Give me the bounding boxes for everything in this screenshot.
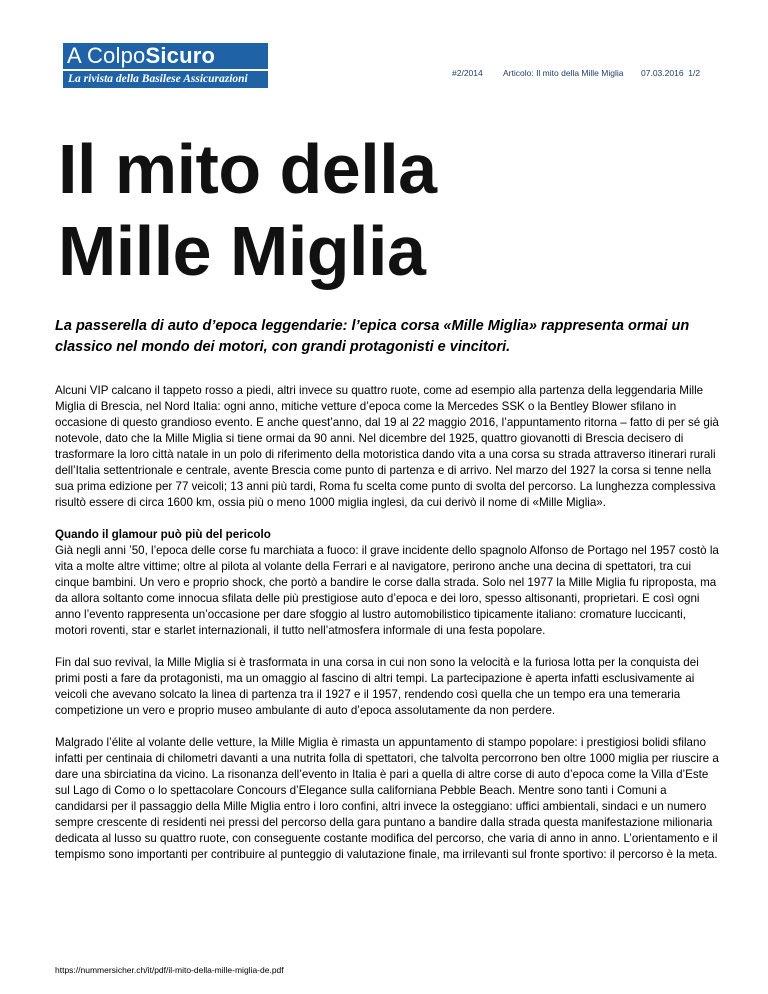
date: 07.03.2016	[641, 68, 684, 78]
paragraph-2-text: Già negli anni ’50, l’epoca delle corse fu marchiata a fuoco: il grave incidente dello spagnolo Alfonso de Portago nel 1957 costò la vita a molte altre vittime; oltre al pilota al volante della Ferrari e al navigatore, perirono anche una decina di spettatori, tra cui cinque bambini. Un vero e proprio shock, che portò a bandire le corse dalla strada. Solo nel 1977 la Mille Miglia fu riproposta, ma da allora soltanto come innocua sfilata delle più prestigiose auto d’epoca e dei loro, spesso altisonanti, proprietari. E così ogni anno l’evento rappresenta un’occasione per dare sfoggio al lustro automobilistico tipicamente italiano: cromature luccicanti, motori roventi, star e starlet internazionali, il tutto nell’atmosfera informale di una festa popolare.	[55, 544, 719, 637]
paragraph-2	[55, 527, 720, 639]
paragraph-3: Fin dal suo revival, la Mille Miglia si è trasformata in una corsa in cui non sono la velocità e la furiosa lotta per la conquista dei primi posti a fare da protagonisti, ma un omaggio al fascino di altri tempi. La partecipazione è aperta infatti esclusivamente ai veicoli che avevano solcato la linea di partenza tra il 1927 e il 1957, rendendo così quella che un tempo era una temeraria competizione un vero e proprio museo ambulante di auto d’epoca assolutamente da non perdere.	[55, 656, 699, 717]
page-title	[58, 128, 437, 292]
paragraph-4: Malgrado l’élite al volante delle vetture, la Mille Miglia è rimasta un appuntamento di stampo popolare: i prestigiosi bolidi sfilano infatti per centinaia di chilometri davanti a una nutrita folla di spettatori, che talvolta percorrono ben oltre 1000 miglia per riuscire a dare una sbirciatina da vicino. La risonanza dell’evento in Italia è pari a quella di altre corse di auto d’epoca come la Villa d’Este sul Lago di Como o lo spettacolare Concours d’Elegance sulla californiana Pebble Beach. Mentre sono tanti i Comuni a candidarsi per il passaggio della Mille Miglia entro i loro confini, altri invece la osteggiano: uffici ambientali, sindaci e un numero sempre crescente di residenti nei pressi del percorso della gara puntano a bandire dalla strada questa manifestazione milionaria dedicata al lusso su quattro ruote, con conseguente costante modifica del percorso, che varia di anno in anno. L’orientamento e il tempismo sono importanti per contribuire al punteggio di valutazione finale, ma irrilevanti sul fronte sportivo: il percorso è la meta.	[55, 736, 719, 861]
paragraph-1: Alcuni VIP calcano il tappeto rosso a piedi, altri invece su quattro ruote, come ad esempio alla partenza della leggendaria Mille Miglia di Brescia, nel Nord Italia: ogni anno, mitiche vetture d’epoca come la Mercedes SSK o la Bentley Blower sfilano in occasione di questo grandioso evento. E anche quest’anno, dal 19 al 22 maggio 2016, l’appuntamento ritorna – fatto di per sé già notevole, dato che la Mille Miglia si tiene ormai da 90 anni. Nel dicembre del 1925, quattro giovanotti di Brescia decisero di trasformare la loro città natale in un polo di riferimento della motoristica dando vita a una corsa su strada attraverso itinerari rurali dell’Italia settentrionale e centrale, avente Brescia come punto di partenza e di arrivo. Nel marzo del 1927 la corsa si tenne nella sua prima edizione per 77 veicoli; 13 anni più tardi, Roma fu scelta come punto di svolta del percorso. La lunghezza complessiva risultò essere di circa 1600 km, ossia più o meno 1000 miglia inglesi, da cui derivò il nome di «Mille Miglia».	[55, 384, 719, 509]
article-label: Articolo: Il mito della Mille Miglia	[503, 68, 624, 78]
page-number: 1/2	[688, 68, 701, 78]
article-body	[55, 383, 720, 879]
logo-name-part2: Sicuro	[145, 43, 216, 68]
issue-number: #2/2014	[452, 68, 483, 78]
section-subheading: Quando il glamour può più del pericolo	[55, 528, 271, 541]
title-line-1: Il mito della	[58, 130, 437, 208]
magazine-logo	[63, 43, 268, 88]
logo-wordmark	[63, 43, 268, 69]
logo-tagline: La rivista della Basilese Assicurazioni	[63, 71, 268, 88]
title-line-2: Mille Miglia	[58, 212, 426, 290]
date-page	[641, 68, 700, 78]
logo-name-part1: A Colpo	[67, 43, 146, 68]
footer-url: https://nummersicher.ch/it/pdf/il-mito-della-mille-miglia-de.pdf	[55, 965, 284, 975]
lead-paragraph: La passerella di auto d’epoca leggendarie: l’epica corsa «Mille Miglia» rappresenta ormai un classico nel mondo dei motori, con grandi protagonisti e vincitori.	[55, 318, 690, 355]
